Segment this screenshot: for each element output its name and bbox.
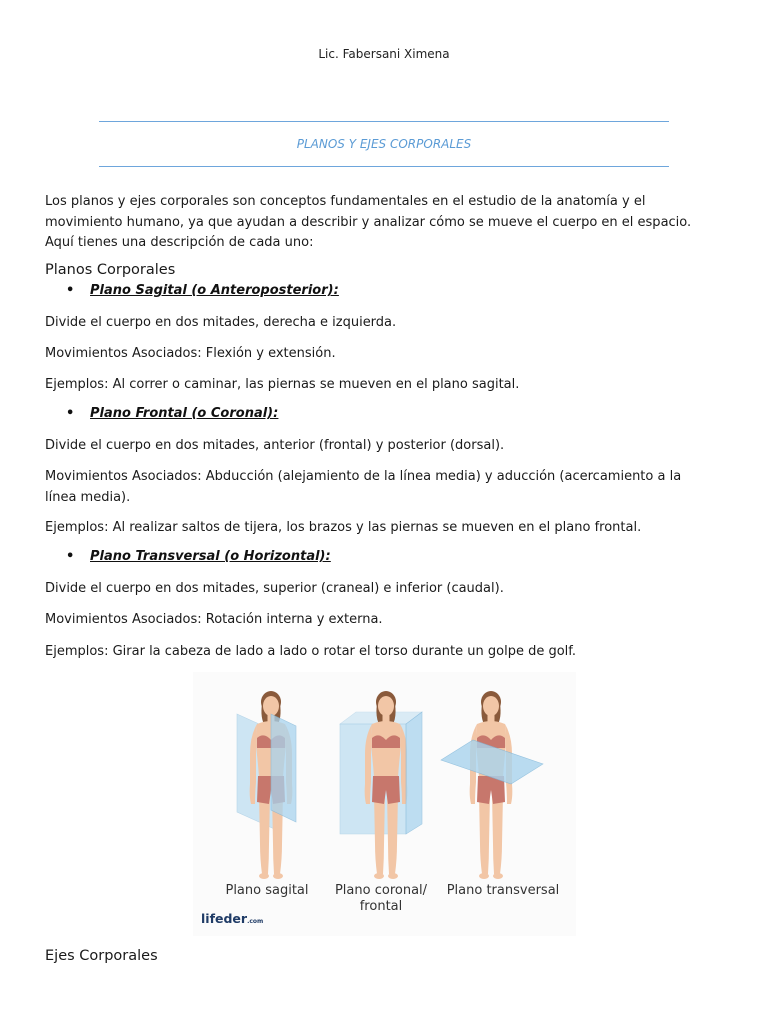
lifeder-logo bbox=[201, 911, 263, 926]
title-rule-top bbox=[99, 121, 669, 122]
plane-sagital-heading bbox=[66, 283, 339, 298]
plane-frontal-divide: Divide el cuerpo en dos mitades, anterior (frontal) y posterior (dorsal). bbox=[45, 438, 505, 453]
plane-transversal-movements: Movimientos Asociados: Rotación interna y externa. bbox=[45, 612, 383, 627]
plane-transversal-title: Plano Transversal (o Horizontal): bbox=[90, 549, 331, 564]
bullet-icon: • bbox=[66, 283, 75, 298]
label-plano-coronal: Plano coronal/ frontal bbox=[334, 883, 428, 914]
body-planes-figure bbox=[193, 672, 576, 936]
document-header-author: Lic. Fabersani Ximena bbox=[318, 47, 450, 61]
coronal-figure bbox=[340, 691, 422, 879]
transverse-figure bbox=[441, 691, 543, 879]
plane-sagital-examples: Ejemplos: Al correr o caminar, las piernas se mueven en el plano sagital. bbox=[45, 377, 520, 392]
plane-sagital-title: Plano Sagital (o Anteroposterior): bbox=[90, 283, 339, 298]
logo-suffix: .com bbox=[247, 918, 264, 925]
plane-frontal-heading bbox=[66, 406, 278, 421]
bullet-icon: • bbox=[66, 406, 75, 421]
plane-transversal-divide: Divide el cuerpo en dos mitades, superior (craneal) e inferior (caudal). bbox=[45, 581, 504, 596]
intro-paragraph: Los planos y ejes corporales son conceptos fundamentales en el estudio de la anatomía y el movimiento humano, ya que ayudan a describir y analizar cómo se mueve el cuerpo en el espacio. Aquí tienes una descripción de cada uno: bbox=[45, 194, 692, 250]
label-plano-transversal: Plano transversal bbox=[446, 883, 560, 898]
plane-sagital-movements: Movimientos Asociados: Flexión y extensión. bbox=[45, 346, 336, 361]
section-heading-planos: Planos Corporales bbox=[45, 262, 176, 278]
plane-sagital-divide: Divide el cuerpo en dos mitades, derecha e izquierda. bbox=[45, 315, 397, 330]
section-heading-ejes: Ejes Corporales bbox=[45, 948, 158, 964]
plane-transversal-heading bbox=[66, 549, 331, 564]
document-title: PLANOS Y EJES CORPORALES bbox=[296, 137, 472, 151]
title-rule-bottom bbox=[99, 166, 669, 167]
plane-frontal-title: Plano Frontal (o Coronal): bbox=[90, 406, 279, 421]
logo-text: lifeder bbox=[201, 911, 248, 926]
sagittal-figure bbox=[237, 691, 296, 879]
plane-frontal-movements: Movimientos Asociados: Abducción (alejamiento de la línea media) y aducción (acercamiento a la línea media). bbox=[45, 469, 682, 505]
plane-frontal-examples: Ejemplos: Al realizar saltos de tijera, los brazos y las piernas se mueven en el plano frontal. bbox=[45, 520, 642, 535]
bullet-icon: • bbox=[66, 549, 75, 564]
plane-transversal-examples: Ejemplos: Girar la cabeza de lado a lado o rotar el torso durante un golpe de golf. bbox=[45, 644, 577, 659]
label-plano-sagital: Plano sagital bbox=[225, 883, 309, 898]
